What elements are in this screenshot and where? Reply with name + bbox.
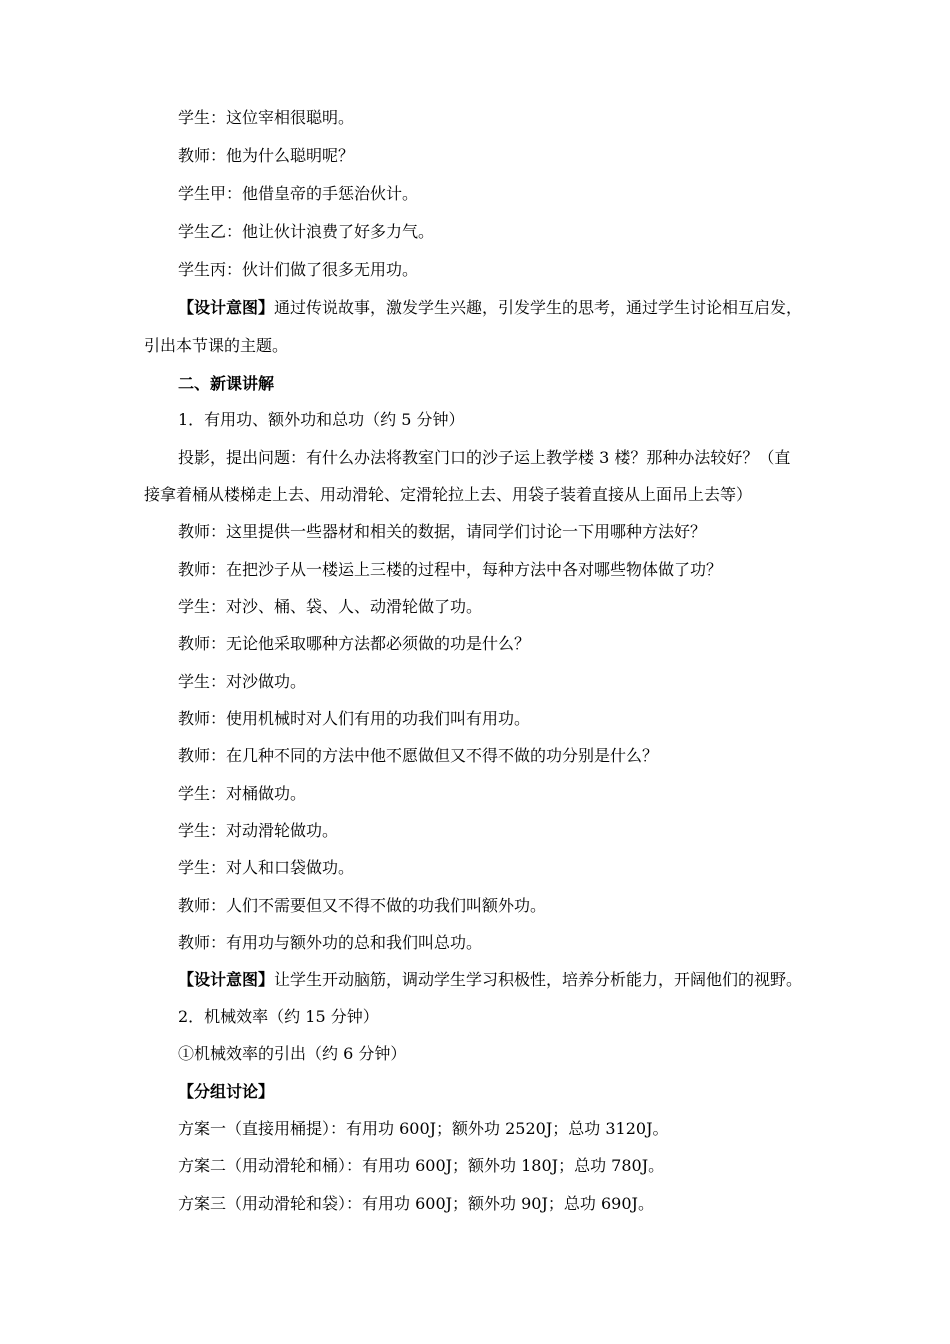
- design-intent-continuation: 引出本节课的主题。: [144, 336, 289, 355]
- subsection-heading: 1．有用功、额外功和总功（约 5 分钟）: [178, 410, 465, 429]
- design-intent-tag: 【设计意图】: [178, 298, 275, 317]
- dialogue-line: 教师：他为什么聪明呢？: [178, 146, 355, 165]
- projection-paragraph: 投影，提出问题：有什么办法将教室门口的沙子运上教学楼 3 楼？那种办法较好？（直: [178, 448, 791, 467]
- group-discussion-label: 【分组讨论】: [178, 1082, 275, 1101]
- dialogue-line: 学生：这位宰相很聪明。: [178, 108, 355, 127]
- subsection-heading: 2．机械效率（约 15 分钟）: [178, 1007, 379, 1026]
- plan-line: 方案二（用动滑轮和桶）：有用功 600J；额外功 180J；总功 780J。: [178, 1156, 665, 1175]
- dialogue-line: 学生丙：伙计们做了很多无用功。: [178, 260, 419, 279]
- dialogue-line: 学生：对沙、桶、袋、人、动滑轮做了功。: [178, 597, 483, 616]
- plan-line: 方案一（直接用桶提）：有用功 600J；额外功 2520J；总功 3120J。: [178, 1119, 669, 1138]
- dialogue-line: 教师：在几种不同的方法中他不愿做但又不得不做的功分别是什么？: [178, 746, 659, 765]
- projection-continuation: 接拿着桶从楼梯走上去、用动滑轮、定滑轮拉上去、用袋子装着直接从上面吊上去等）: [144, 485, 753, 504]
- design-intent-paragraph: [0, 969, 950, 991]
- plan-line: 方案三（用动滑轮和袋）：有用功 600J；额外功 90J；总功 690J。: [178, 1194, 654, 1213]
- dialogue-line: 教师：这里提供一些器材和相关的数据，请同学们讨论一下用哪种方法好？: [178, 522, 707, 541]
- dialogue-line: 学生：对动滑轮做功。: [178, 821, 339, 840]
- dialogue-line: 学生甲：他借皇帝的手惩治伙计。: [178, 184, 419, 203]
- subsection-heading: ①机械效率的引出（约 6 分钟）: [178, 1044, 407, 1063]
- section-heading: 二、新课讲解: [178, 374, 275, 393]
- dialogue-line: 教师：人们不需要但又不得不做的功我们叫额外功。: [178, 896, 547, 915]
- dialogue-line: 学生：对沙做功。: [178, 672, 307, 691]
- design-intent-text: 通过传说故事，激发学生兴趣，引发学生的思考，通过学生讨论相互启发，: [274, 298, 803, 317]
- dialogue-line: 教师：使用机械时对人们有用的功我们叫有用功。: [178, 709, 531, 728]
- dialogue-line: 教师：有用功与额外功的总和我们叫总功。: [178, 933, 483, 952]
- design-intent-paragraph: [0, 297, 950, 319]
- dialogue-line: 学生：对桶做功。: [178, 784, 307, 803]
- dialogue-line: 学生：对人和口袋做功。: [178, 858, 355, 877]
- dialogue-line: 学生乙：他让伙计浪费了好多力气。: [178, 222, 435, 241]
- design-intent-tag: 【设计意图】: [178, 970, 275, 989]
- dialogue-line: 教师：在把沙子从一楼运上三楼的过程中，每种方法中各对哪些物体做了功？: [178, 560, 723, 579]
- design-intent-text: 让学生开动脑筋，调动学生学习积极性，培养分析能力，开阔他们的视野。: [274, 970, 803, 989]
- dialogue-line: 教师：无论他采取哪种方法都必须做的功是什么？: [178, 634, 531, 653]
